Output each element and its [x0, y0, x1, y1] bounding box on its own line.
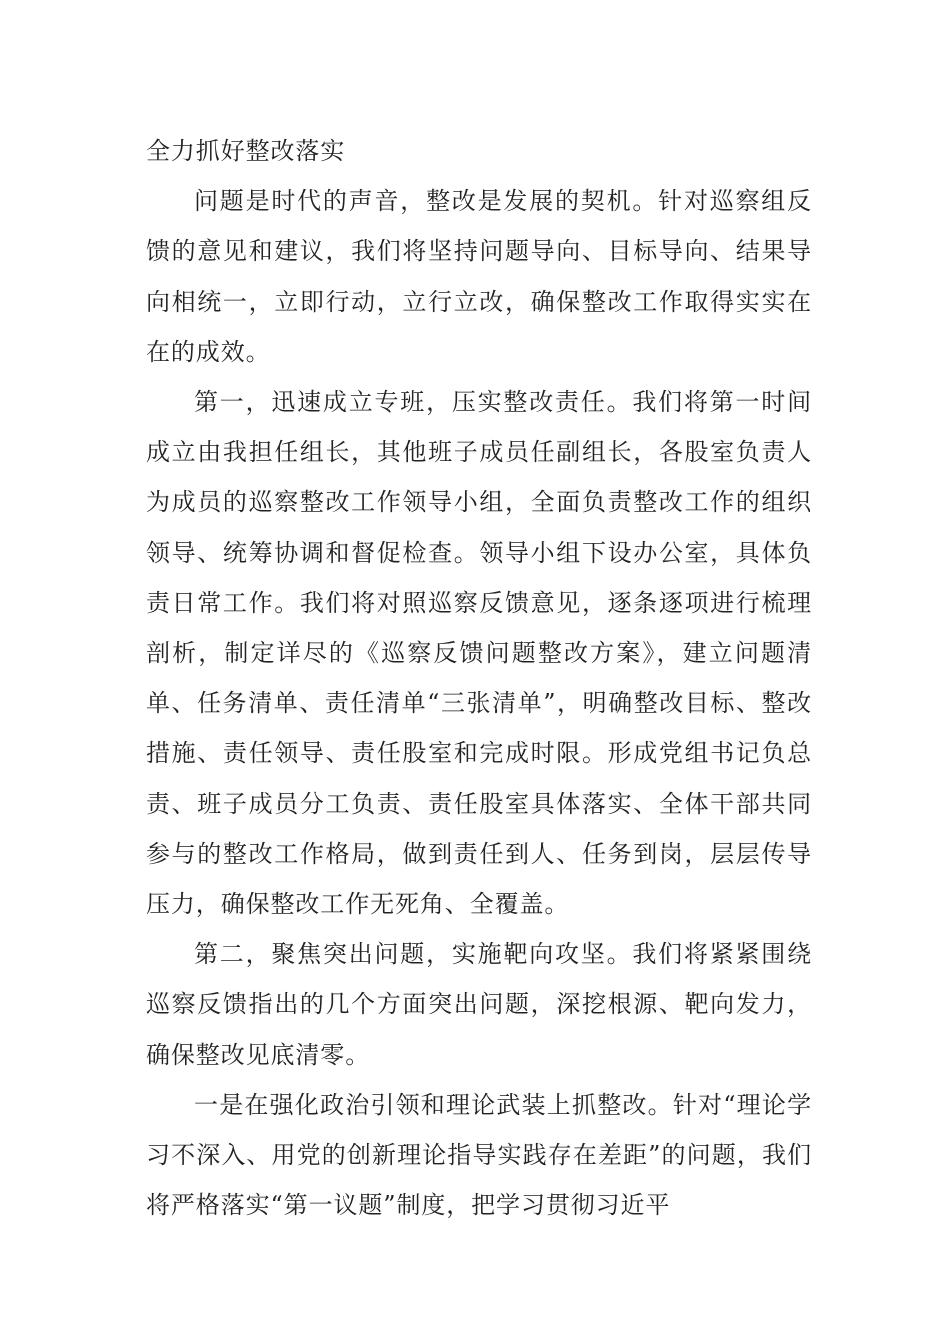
paragraph-first-point: 第一，迅速成立专班，压实整改责任。我们将第一时间成立由我担任组长，其他班子成员任副组长，各股室负责人为成员的巡察整改工作领导小组，全面负责整改工作的组织领导、统筹协调和督促检查。领导小组下设办公室，具体负责日常工作。我们将对照巡察反馈意见，逐条逐项进行梳理剖析，制定详尽的《巡察反馈问题整改方案》，建立问题清单、任务清单、责任清单“三张清单”，明确整改目标、整改措施、责任领导、责任股室和完成时限。形成党组书记负总责、班子成员分工负责、责任股室具体落实、全体干部共同参与的整改工作格局，做到责任到人、任务到岗，层层传导压力，确保整改工作无死角、全覆盖。	[146, 388, 812, 919]
section-heading: 全力抓好整改落实	[146, 137, 346, 165]
paragraph-sub-point-one: 一是在强化政治引领和理论武装上抓整改。针对“理论学习不深入、用党的创新理论指导实践存在差距”的问题，我们将严格落实“第一议题”制度，把学习贯彻习近平	[146, 1090, 812, 1220]
document-body	[146, 126, 812, 1230]
paragraph-second-point: 第二，聚焦突出问题，实施靶向攻坚。我们将紧紧围绕巡察反馈指出的几个方面突出问题，深挖根源、靶向发力，确保整改见底清零。	[146, 940, 812, 1069]
paragraph-intro: 问题是时代的声音，整改是发展的契机。针对巡察组反馈的意见和建议，我们将坚持问题导向、目标导向、结果导向相统一，立即行动，立行立改，确保整改工作取得实实在在的成效。	[146, 187, 812, 366]
